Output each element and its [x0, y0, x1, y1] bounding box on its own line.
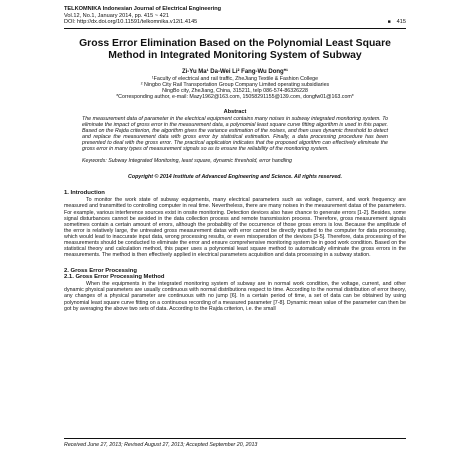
subsection-heading-method: 2.1. Gross Error Processing Method	[64, 274, 165, 281]
header-divider	[64, 28, 406, 29]
gross-error-text: When the equipments in the integrated monitoring system of subway are in normal work condition, the voltage, current, and other dynamic physical parameters are usually continuous with normal distributions respect to time. According to the normal distribution of error theory, any changes of a physical parameter are continuous with no jump [6]. In a certain period of time, a set of data can be obtained by using polynomial least square curve fitting on a continuous recording of a measured parameter [7-8]. Dynamic mean value of the parameter can then be got by averaging the above two sets of data. According to the Rajda criterion, i.e. the small	[64, 281, 406, 312]
section-heading-gross-error: 2. Gross Error Processing	[64, 268, 138, 275]
affiliation-line: NingBo city, ZheJiang, China, 315211, telp 086-574-86326228	[162, 88, 308, 95]
introduction-text: To monitor the work state of subway equipments, many electrical parameters such as voltage, current, and work frequency are measured and transmitted to controlling computer in real time. Nevertheless, there are many noises in the measurement datas of the parameters. For example, various interference sources exist in onsite monitoring. Detection devices also have chance to generate errors [1-2]. Besides, some signal disturbances cannot be avoided in the data collection process and remote transmission process. Therefore, gross measurement signals sometimes contain a certain amount of errors, although the probability of the occurrence of those gross errors is low. Because the amplitude of the error is relatively large, the untreated gross measurement datas with error cannot be directly inputted to the computer for data processing, which would lead to inaccurate input data, wrong processing results, or even misoperation of the devices [3-5]. Therefore, data processing of the measurements should be conducted to eliminate the error and ensure comprehensive monitoring system be in good work condition. Based on the statistical theory and calculation method, this paper uses a polynomial least square method to automatically eliminate the gross errors in the measurements. The method is then effectively applied in electrical parameters acquisition and data processing in a subway station.	[64, 197, 406, 259]
received-dates: Received June 27, 2013; Revised August 27, 2013; Accepted September 20, 2013	[64, 438, 406, 448]
paper-authors: Zi-Yu Ma¹ Da-Wei Li² Fang-Wu Dong*¹	[181, 68, 289, 75]
journal-volume: Vol.12, No.1, January 2014, pp. 415 ~ 421	[64, 12, 169, 19]
abstract-text: The measurement data of parameter in the electrical equipment contains many noises in subway integrated monitoring system. To eliminate the impact of gross error in the measurement data, a polynomial least square curve fitting algorithm is used in this paper. Based on the Rajda criterion, the algorithm gives the variance estimation of the noises, and then uses dynamic threshold to detect and replace the measurement data with gross error by statistical estimation. Finally, a data processing procedure has been presented to deal with the gross error. The practical application indicates that the proposed algorithm can effectively eliminate the gross error in many types of measurement signals so as to ensure the reliability of the monitoring system.	[82, 115, 388, 153]
abstract-block	[64, 109, 406, 165]
affiliations	[64, 76, 406, 101]
journal-header	[64, 6, 406, 29]
page-number: 415	[396, 19, 406, 26]
affiliation-line: ¹Faculty of electrical and rail traffic, ZheJiang Textile & Fashion College	[151, 75, 319, 82]
keywords: Keywords: Subway Integrated Monitoring, least square, dynamic threshold, error handling	[82, 158, 292, 165]
affiliation-line: ² Ningbo City Rail Transportation Group Company Limited operating subsidiaries	[140, 81, 330, 88]
section-heading-introduction: 1. Introduction	[64, 190, 105, 197]
square-bullet-icon: ■	[387, 19, 391, 26]
journal-name: TELKOMNIKA Indonesian Journal of Electrical Engineering	[64, 6, 222, 12]
corresponding-author: *Corresponding author, e-mail: Mazy1962@163.com, 15058291155@139.com, dongfw01@163.com*	[116, 94, 354, 101]
journal-doi: DOI: http://dx.doi.org/10.11591/telkomnika.v12i1.4145	[64, 19, 198, 26]
abstract-heading: Abstract	[223, 108, 247, 115]
paper-title: Gross Error Elimination Based on the Polynomial Least Square Method in Integrated Monitoring System of Subway	[79, 37, 391, 61]
copyright-notice: Copyright © 2014 Institute of Advanced Engineering and Science. All rights reserved.	[128, 174, 342, 181]
